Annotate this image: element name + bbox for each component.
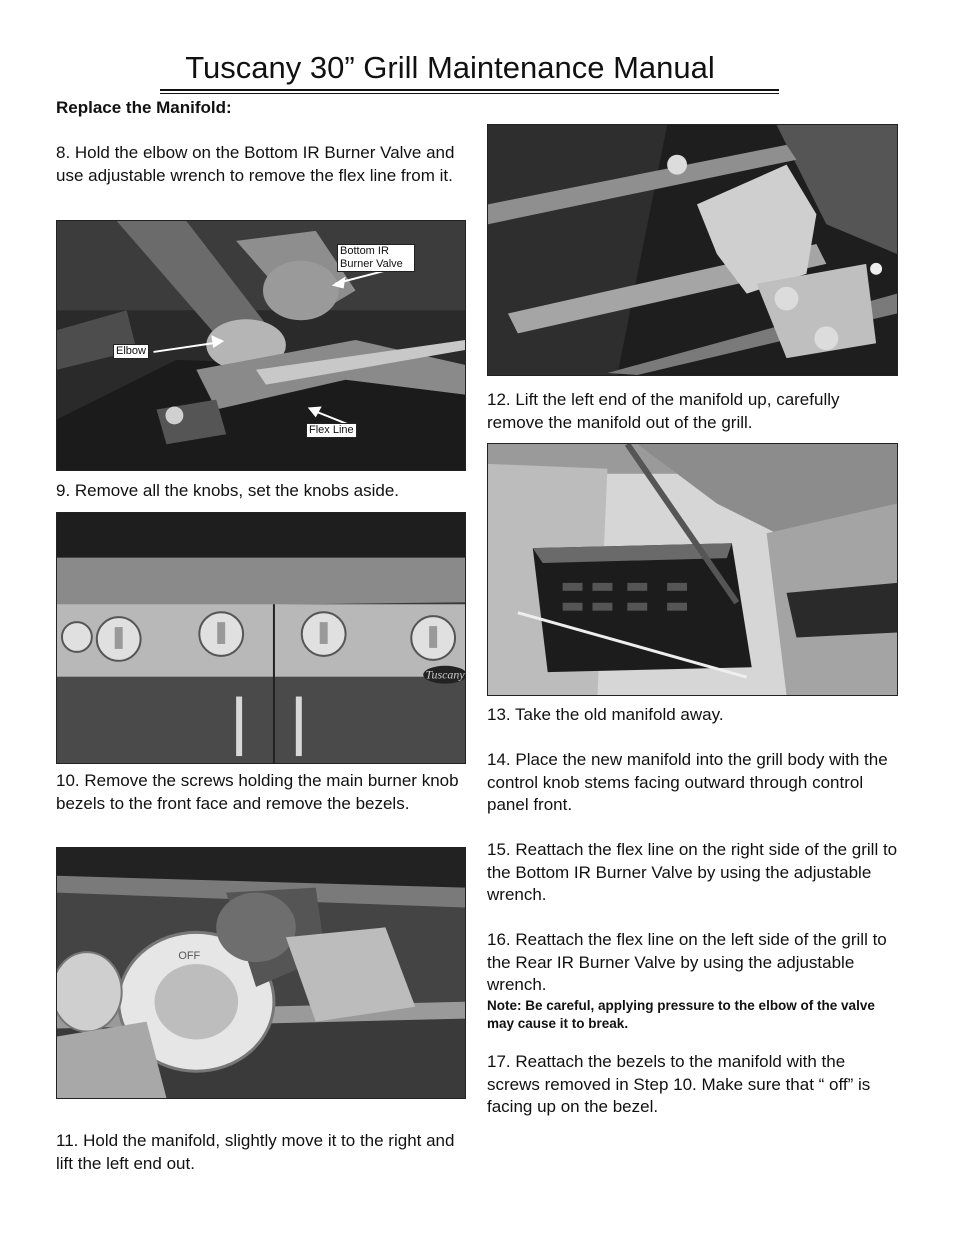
step-12: 12. Lift the left end of the manifold up, carefully remove the manifold out of the grill. — [487, 390, 840, 432]
step-17: 17. Reattach the bezels to the manifold with the screws removed in Step 10. Make sure that “ off” is facing up on the bezel. — [487, 1052, 871, 1116]
step-15: 15. Reattach the flex line on the right side of the grill to the Bottom IR Burner Valve by using the adjustable wrench. — [487, 840, 898, 904]
step-11: 11. Hold the manifold, slightly move it to the right and lift the left end out. — [56, 1131, 455, 1173]
step-10: 10. Remove the screws holding the main burner knob bezels to the front face and remove the bezels. — [56, 771, 459, 813]
photo-lift-manifold — [487, 124, 898, 376]
title-rule-thin — [160, 93, 779, 94]
photo-bezel-drill — [56, 847, 466, 1099]
step-8: 8. Hold the elbow on the Bottom IR Burner Valve and use adjustable wrench to remove the flex line from it. — [56, 143, 455, 185]
bezel-off-label: OFF — [178, 950, 201, 963]
step-16: 16. Reattach the flex line on the left side of the grill to the Rear IR Burner Valve by using the adjustable wrench. — [487, 930, 887, 994]
callout-bottom-ir-valve: Bottom IR Burner Valve — [337, 244, 415, 272]
callout-elbow: Elbow — [113, 344, 149, 359]
step-9: 9. Remove all the knobs, set the knobs aside. — [56, 481, 400, 500]
title-rule-thick — [160, 89, 779, 91]
section-heading: Replace the Manifold: — [56, 98, 232, 117]
caution-note: Note: Be careful, applying pressure to the elbow of the valve may cause it to break. — [487, 998, 875, 1031]
step-13: 13. Take the old manifold away. — [487, 705, 724, 724]
photo-knobs-panel — [56, 512, 466, 764]
panel-logo: Tuscany — [425, 667, 465, 682]
step-14: 14. Place the new manifold into the grill body with the control knob stems facing outward through control panel front. — [487, 750, 888, 814]
photo-remove-manifold — [487, 443, 898, 696]
page-title: Tuscany 30” Grill Maintenance Manual — [185, 50, 715, 85]
callout-flex-line: Flex Line — [306, 423, 357, 438]
